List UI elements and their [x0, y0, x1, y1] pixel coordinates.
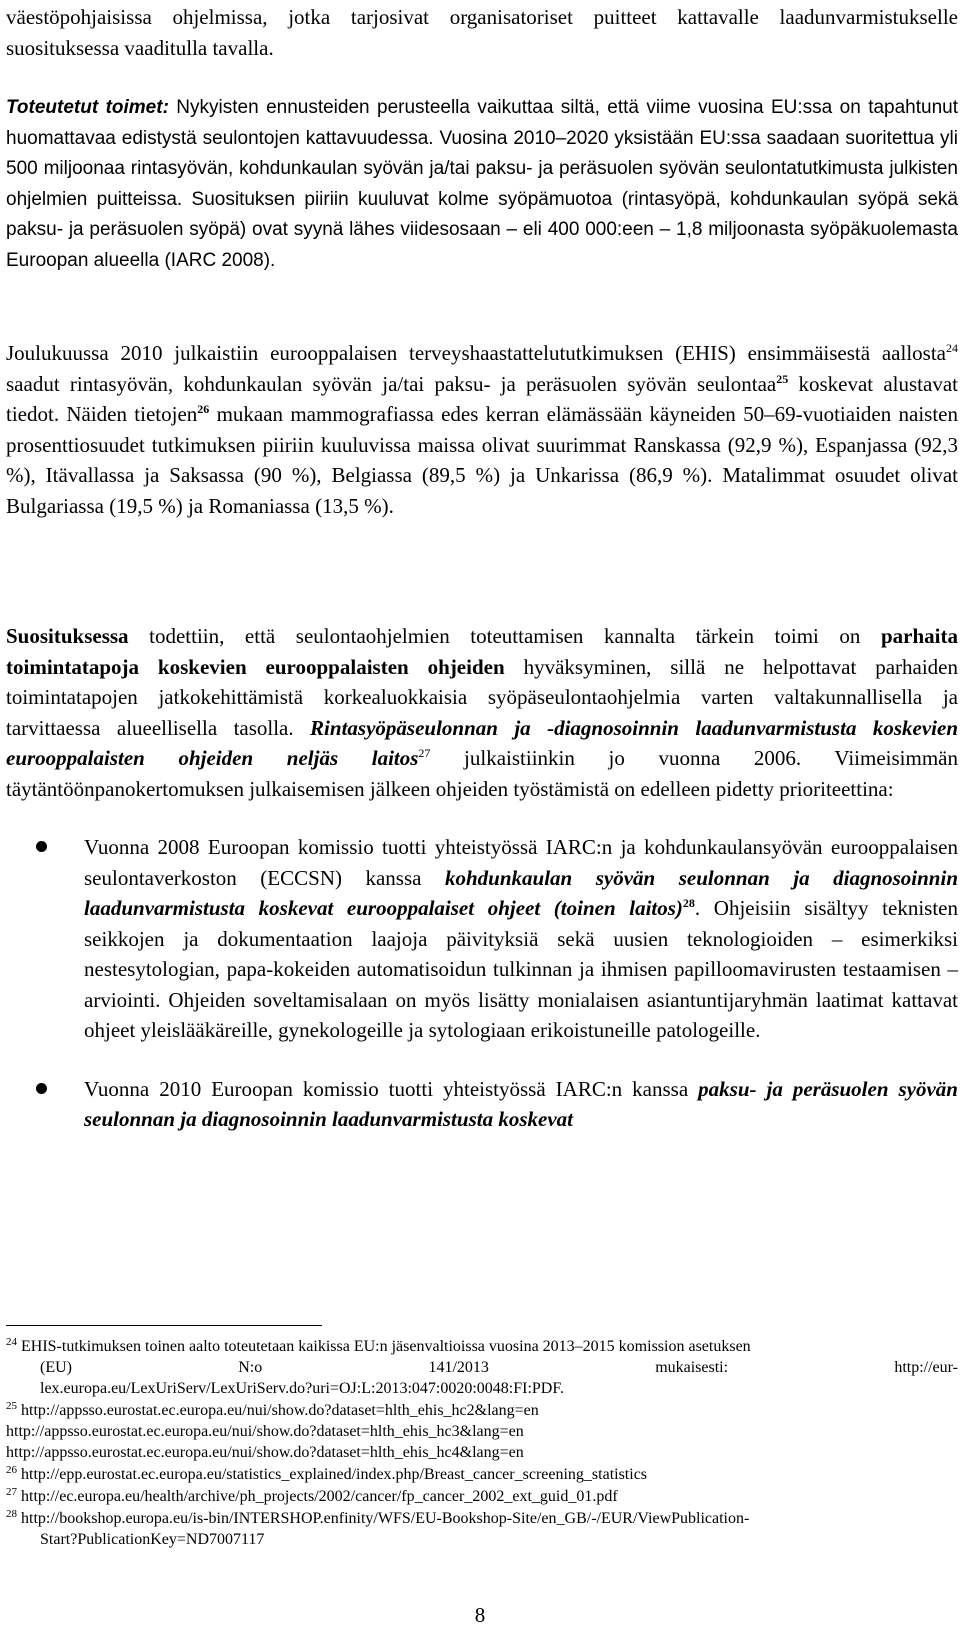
footnote-24 [6, 1336, 958, 1399]
paragraph-actions-taken [6, 93, 958, 276]
footnote-ref-24[interactable]: 24 [946, 341, 958, 355]
text-run: N:o [238, 1359, 263, 1376]
footnote-link[interactable]: http://appsso.eurostat.ec.europa.eu/nui/show.do?dataset=hlth_ehis_hc4&lang=en [6, 1444, 524, 1461]
footnote-25 [6, 1400, 958, 1463]
footnote-ref-28[interactable]: 28 [682, 896, 695, 910]
text-run: Joulukuussa 2010 julkaistiin eurooppalaisen terveyshaastattelututkimuksen (EHIS) ensimmäisestä aallosta [6, 341, 946, 365]
page-number: 8 [474, 1603, 486, 1627]
paragraph-text: Nykyisten ennusteiden perusteella vaikuttaa siltä, että viime vuosina EU:ssa on tapahtunut huomattavaa edistystä seulontojen kattavuudessa. Vuosina 2010–2020 yksistään EU:ssa saadaan suoritettua yli 500 miljoonaa rintasyövän, kohdunkaulan syövän ja/tai paksu- ja peräsuolen syövän seulontatutkimusta julkisten ohjelmien puitteissa. Suosituksen piiriin kuuluvat kolme syöpämuotoa (rintasyöpä, kohdunkaulan syöpä sekä paksu- ja peräsuolen syöpä) ovat syynä lähes viidesosaan – eli 400 000:een – 1,8 miljoonasta syöpäkuolemasta Euroopan alueella (IARC 2008). [6, 97, 958, 271]
footnote-link[interactable]: lex.europa.eu/LexUriServ/LexUriServ.do?uri=OJ:L:2013:047:0020:0048:FI:PDF. [40, 1380, 564, 1397]
footnote-link[interactable]: http://bookshop.europa.eu/is-bin/INTERSHOP.enfinity/WFS/EU-Bookshop-Site/en_GB/-/EUR/ViewPublication- [21, 1510, 750, 1527]
text-run: koskevat alustavat tiedot. Näiden tietojen [6, 371, 958, 426]
text-run-bold: Suosituksessa [6, 624, 129, 648]
footnote-number: 28 [6, 1507, 17, 1520]
footnote-link[interactable]: Start?PublicationKey=ND7007117 [40, 1531, 265, 1548]
text-run-bold-italic: kohdunkaulan syövän seulonnan ja diagnosoinnin laadunvarmistusta koskevat eurooppalaiset ohjeet (toinen laitos) [84, 865, 958, 920]
bullet-icon [36, 841, 47, 852]
footnote-link[interactable]: http://appsso.eurostat.ec.europa.eu/nui/show.do?dataset=hlth_ehis_hc3&lang=en [6, 1423, 524, 1440]
text-run: mukaisesti: [655, 1359, 729, 1376]
text-run: todettiin, että seulontaohjelmien toteuttamisen kannalta tärkein toimi on [128, 624, 881, 648]
footnote-26 [6, 1464, 958, 1485]
text-run: . Ohjeisiin sisältyy teknisten seikkojen ja dokumentaation laajoja päivityksiä sekä uusien teknologioiden – esimerkiksi nestesytologian, papa-kokeiden automatisoidun tulkinnan ja ihmisen papilloomavirusten testaamisen – arviointi. Ohjeiden soveltamisalaan on myös lisätty monialaisen asiantuntijaryhmän laatimat kattavat ohjeet yleislääkäreille, gynekologeille ja sytologiaan erikoistuneille patologeille. [84, 896, 958, 1042]
paragraph-recommendation [6, 621, 958, 804]
text-run-bold: parhaita toimintatapoja koskevien eurooppalaisten ohjeiden [6, 624, 958, 679]
footnote-number: 25 [6, 1399, 17, 1412]
footnote-text-spread [6, 1357, 958, 1378]
text-run: saadut rintasyövän, kohdunkaulan syövän ja/tai paksu- ja peräsuolen syövän seulontaa [6, 371, 777, 396]
text-run: Vuonna 2008 Euroopan komissio tuotti yhteistyössä IARC:n ja kohdunkaulansyövän eurooppalaisen seulontaverkoston (ECCSN) kanssa [84, 835, 958, 890]
footnote-ref-27[interactable]: 27 [418, 746, 431, 760]
footnote-link[interactable]: http://ec.europa.eu/health/archive/ph_projects/2002/cancer/fp_cancer_2002_ext_guid_01.pdf [21, 1488, 618, 1505]
text-run: (EU) [40, 1359, 72, 1376]
footnote-ref-25[interactable]: 25 [776, 371, 789, 386]
text-run: 141/2013 [428, 1359, 489, 1376]
paragraph-text: väestöpohjaisissa ohjelmissa, jotka tarjosivat organisatoriset puitteet kattavalle laadunvarmistukselle suosituksessa vaaditulla tavalla. [6, 5, 958, 60]
paragraph-intro [6, 2, 958, 63]
actions-taken-heading: Toteutetut toimet: [6, 97, 169, 118]
text-run: mukaan mammografiassa edes kerran elämässään käyneiden 50–69-vuotiaiden naisten prosenttiosuudet tutkimuksen piiriin kuuluvissa maissa olivat suurimmat Ranskassa (92,9 %), Espanjassa (92,3 %), Itävallassa ja Saksassa (90 %), Belgiassa (89,5 %) ja Unkarissa (86,9 %). Matalimmat osuudet olivat Bulgariassa (19,5 %) ja Romaniassa (13,5 %). [6, 402, 958, 518]
text-run-bold-italic: paksu- ja peräsuolen syövän seulonnan ja diagnosoinnin laadunvarmistusta koskevat [84, 1076, 958, 1131]
footnote-number: 26 [6, 1463, 17, 1476]
footnote-number: 24 [6, 1335, 17, 1348]
text-run-bold-italic: Rintasyöpäseulonnan ja -diagnosoinnin laadunvarmistusta koskevien eurooppalaisten ohjeiden neljäs laitos [6, 715, 958, 770]
footnote-text: EHIS-tutkimuksen toinen aalto toteutetaan kaikissa EU:n jäsenvaltioissa vuosina 2013–2015 komission asetuksen [21, 1338, 751, 1355]
text-run: hyväksyminen, sillä ne helpottavat parhaiden toimintatapojen jatkokehittämistä korkealuokkaisia syöpäseulontaohjelmia varten valtakunnallisella ja tarvittaessa alueellisella tasolla. [6, 654, 959, 740]
footnote-separator [6, 1325, 322, 1326]
footnote-link[interactable]: http://eur- [894, 1359, 958, 1376]
text-run: Vuonna 2010 Euroopan komissio tuotti yhteistyössä IARC:n kanssa [84, 1076, 699, 1101]
footnote-link[interactable]: http://appsso.eurostat.ec.europa.eu/nui/show.do?dataset=hlth_ehis_hc2&lang=en [21, 1402, 539, 1419]
footnote-28 [6, 1508, 958, 1550]
footnote-27 [6, 1486, 958, 1507]
footnotes [6, 1336, 958, 1551]
text-run: julkaistiinkin jo vuonna 2006. Viimeisimmän täytäntöönpanokertomuksen julkaisemisen jälkeen ohjeiden työstämistä on edelleen pidetty prioriteettina: [6, 746, 958, 801]
list-item [0, 1074, 958, 1135]
footnote-number: 27 [6, 1485, 17, 1498]
footnote-link[interactable]: http://epp.eurostat.ec.europa.eu/statistics_explained/index.php/Breast_cancer_screening_statistics [21, 1466, 648, 1483]
footnote-ref-26[interactable]: 26 [197, 402, 210, 416]
bullet-list [0, 832, 958, 1135]
bullet-icon [36, 1083, 47, 1094]
paragraph-ehis [6, 338, 958, 521]
list-item [0, 832, 958, 1046]
